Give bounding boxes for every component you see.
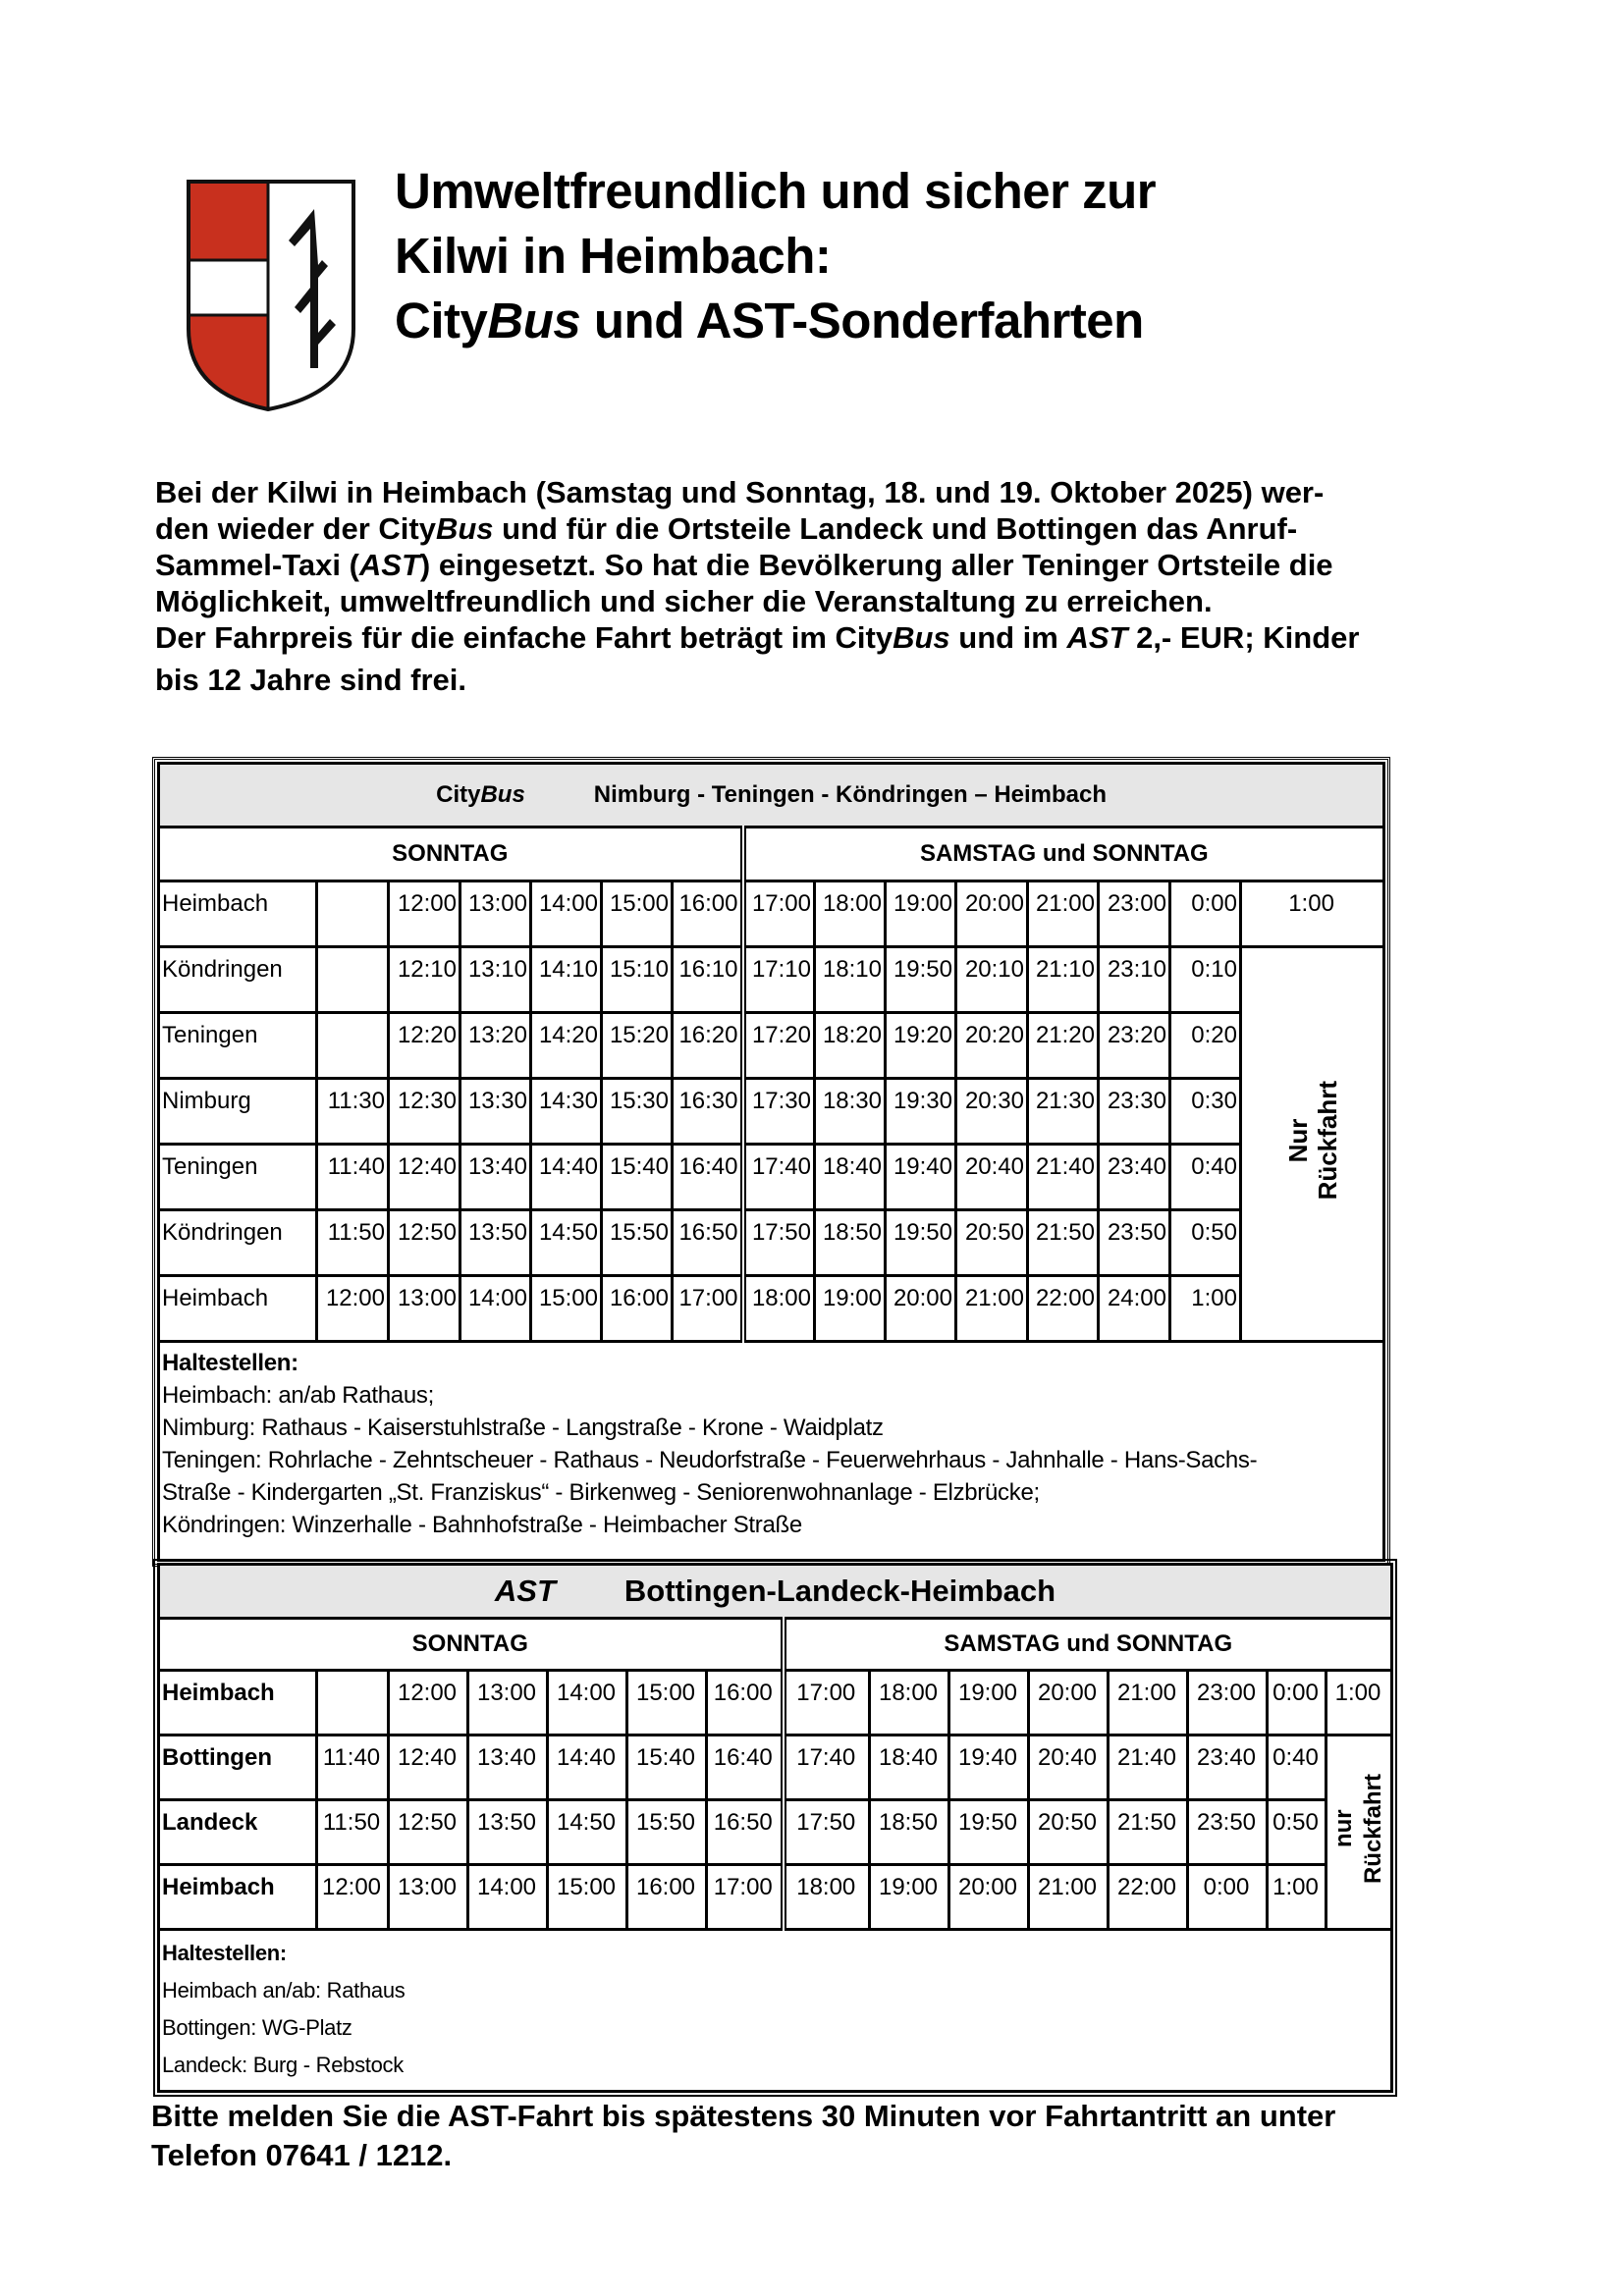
time-cell: 14:40 xyxy=(531,1145,602,1210)
ast-day-row xyxy=(159,1619,1392,1671)
stop-name-cell: Köndringen xyxy=(159,947,317,1013)
time-cell: 18:00 xyxy=(815,881,886,947)
time-cell: 1:00 xyxy=(1268,1865,1326,1930)
time-cell: 16:50 xyxy=(707,1800,784,1865)
time-cell: 15:10 xyxy=(602,947,673,1013)
table-row xyxy=(159,1145,1384,1210)
stop-name-cell: Nimburg xyxy=(159,1079,317,1145)
time-cell: 16:00 xyxy=(707,1671,784,1735)
time-cell: 12:20 xyxy=(389,1013,460,1079)
time-cell: 14:00 xyxy=(460,1276,531,1342)
time-cell: 23:40 xyxy=(1099,1145,1170,1210)
time-cell xyxy=(317,947,389,1013)
return-only-note: nur Rückfahrt xyxy=(1326,1735,1392,1930)
last-trip-time: 1:00 xyxy=(1326,1671,1392,1735)
time-cell: 21:00 xyxy=(956,1276,1028,1342)
time-cell: 19:00 xyxy=(886,881,956,947)
time-cell: 22:00 xyxy=(1028,1276,1099,1342)
time-cell: 0:00 xyxy=(1188,1865,1268,1930)
time-cell: 19:00 xyxy=(815,1276,886,1342)
stop-name-cell: Heimbach xyxy=(159,1865,317,1930)
time-cell: 17:50 xyxy=(784,1800,870,1865)
time-cell: 16:40 xyxy=(707,1735,784,1800)
time-cell: 15:20 xyxy=(602,1013,673,1079)
time-cell: 0:00 xyxy=(1268,1671,1326,1735)
last-trip-time: 1:00 xyxy=(1241,881,1384,947)
time-cell: 19:00 xyxy=(949,1671,1029,1735)
time-cell: 21:20 xyxy=(1028,1013,1099,1079)
time-cell: 0:10 xyxy=(1170,947,1241,1013)
time-cell: 17:00 xyxy=(743,881,815,947)
title-line-1: Umweltfreundlich und sicher zur xyxy=(395,163,1157,219)
time-cell: 23:50 xyxy=(1188,1800,1268,1865)
time-cell: 12:40 xyxy=(389,1145,460,1210)
time-cell: 14:30 xyxy=(531,1079,602,1145)
time-cell: 14:00 xyxy=(468,1865,548,1930)
time-cell: 12:40 xyxy=(389,1735,468,1800)
time-cell: 21:00 xyxy=(1029,1865,1109,1930)
return-only-note: Nur Rückfahrt xyxy=(1241,947,1384,1342)
time-cell: 16:10 xyxy=(673,947,743,1013)
time-cell: 19:50 xyxy=(886,947,956,1013)
time-cell: 16:00 xyxy=(673,881,743,947)
time-cell: 17:30 xyxy=(743,1079,815,1145)
title-line-2: Kilwi in Heimbach: xyxy=(395,228,832,284)
time-cell xyxy=(317,1013,389,1079)
time-cell: 20:00 xyxy=(949,1865,1029,1930)
time-cell: 13:00 xyxy=(460,881,531,947)
time-cell: 21:40 xyxy=(1028,1145,1099,1210)
time-cell: 19:20 xyxy=(886,1013,956,1079)
time-cell: 14:20 xyxy=(531,1013,602,1079)
ast-title: AST Bottingen-Landeck-Heimbach xyxy=(159,1565,1392,1619)
time-cell: 0:50 xyxy=(1268,1800,1326,1865)
time-cell xyxy=(317,881,389,947)
time-cell: 12:00 xyxy=(389,881,460,947)
intro-paragraph: Bei der Kilwi in Heimbach (Samstag und Sonntag, 18. und 19. Oktober 2025) wer- den wieder der CityBus und für die Ortsteile Landeck und Bottingen das Anruf- Sammel-Taxi (AST) eingesetzt. So hat die Bevölkerung aller Teninger Ortsteile die Möglichkeit, umweltfreundlich und sicher die Veranstaltung zu erreichen. Der Fahrpreis für die einfache Fahrt beträgt im CityBus und im AST 2,- EUR; Kinder bis 12 Jahre sind frei. xyxy=(155,475,1360,697)
time-cell: 18:20 xyxy=(815,1013,886,1079)
time-cell: 20:50 xyxy=(956,1210,1028,1276)
table-row xyxy=(159,1800,1392,1865)
time-cell: 12:50 xyxy=(389,1210,460,1276)
time-cell: 23:30 xyxy=(1099,1079,1170,1145)
time-cell: 19:40 xyxy=(886,1145,956,1210)
time-cell: 18:00 xyxy=(743,1276,815,1342)
table-row xyxy=(159,1276,1384,1342)
citybus-header-row xyxy=(159,764,1384,828)
time-cell: 19:30 xyxy=(886,1079,956,1145)
time-cell: 23:50 xyxy=(1099,1210,1170,1276)
time-cell: 12:00 xyxy=(317,1865,389,1930)
title-line-3: CityBus und AST-Sonderfahrten xyxy=(395,293,1144,348)
stop-name-cell: Heimbach xyxy=(159,1671,317,1735)
time-cell: 14:00 xyxy=(548,1671,627,1735)
time-cell: 13:50 xyxy=(460,1210,531,1276)
time-cell: 15:40 xyxy=(602,1145,673,1210)
time-cell: 0:40 xyxy=(1268,1735,1326,1800)
citybus-stops-list: Haltestellen: Heimbach: an/ab Rathaus; Nimburg: Rathaus - Kaiserstuhlstraße - Langstraße - Krone - Waidplatz Teningen: Rohrlache - Zehntscheuer - Rathaus - Neudorfstraße - Feuerwehrhaus - Jahnhalle - Hans-Sachs- Straße - Kindergarten „St. Franziskus“ - Birkenweg - Seniorenwohnanlage - Elzbrücke; Köndringen: Winzerhalle - Bahnhofstraße - Heimbacher Straße xyxy=(159,1342,1384,1561)
time-cell: 21:30 xyxy=(1028,1079,1099,1145)
table-row xyxy=(159,947,1384,1013)
ast-timetable xyxy=(157,1563,1393,2093)
time-cell: 21:10 xyxy=(1028,947,1099,1013)
time-cell: 15:50 xyxy=(627,1800,707,1865)
time-cell: 17:40 xyxy=(743,1145,815,1210)
time-cell: 13:40 xyxy=(460,1145,531,1210)
time-cell: 16:00 xyxy=(602,1276,673,1342)
time-cell: 0:30 xyxy=(1170,1079,1241,1145)
stop-name-cell: Teningen xyxy=(159,1013,317,1079)
time-cell: 21:00 xyxy=(1028,881,1099,947)
stop-name-cell: Teningen xyxy=(159,1145,317,1210)
time-cell: 13:20 xyxy=(460,1013,531,1079)
time-cell: 12:10 xyxy=(389,947,460,1013)
time-cell: 20:10 xyxy=(956,947,1028,1013)
time-cell: 19:00 xyxy=(870,1865,949,1930)
time-cell: 18:00 xyxy=(870,1671,949,1735)
time-cell: 13:50 xyxy=(468,1800,548,1865)
time-cell: 14:00 xyxy=(531,881,602,947)
time-cell: 16:20 xyxy=(673,1013,743,1079)
table-row xyxy=(159,1865,1392,1930)
stop-name-cell: Landeck xyxy=(159,1800,317,1865)
time-cell: 13:40 xyxy=(468,1735,548,1800)
time-cell: 18:50 xyxy=(870,1800,949,1865)
time-cell: 24:00 xyxy=(1099,1276,1170,1342)
time-cell: 21:00 xyxy=(1109,1671,1188,1735)
time-cell: 17:40 xyxy=(784,1735,870,1800)
stop-name-cell: Heimbach xyxy=(159,881,317,947)
time-cell: 13:00 xyxy=(468,1671,548,1735)
time-cell: 20:40 xyxy=(1029,1735,1109,1800)
phone-number: Telefon 07641 / 1212. xyxy=(151,2138,453,2172)
time-cell: 12:50 xyxy=(389,1800,468,1865)
citybus-title: CityBus Nimburg - Teningen - Köndringen – Heimbach xyxy=(159,764,1384,828)
table-row xyxy=(159,1079,1384,1145)
ast-header-row xyxy=(159,1565,1392,1619)
time-cell: 20:00 xyxy=(886,1276,956,1342)
time-cell: 17:50 xyxy=(743,1210,815,1276)
time-cell: 12:30 xyxy=(389,1079,460,1145)
time-cell: 13:00 xyxy=(389,1865,468,1930)
time-cell: 15:40 xyxy=(627,1735,707,1800)
ast-stops-list: Haltestellen: Heimbach an/ab: Rathaus Bottingen: WG-Platz Landeck: Burg - Rebstock xyxy=(159,1930,1392,2092)
time-cell: 1:00 xyxy=(1170,1276,1241,1342)
coat-of-arms-logo xyxy=(179,162,367,417)
time-cell: 15:50 xyxy=(602,1210,673,1276)
day-label-sonntag: SONNTAG xyxy=(159,1619,784,1671)
time-cell: 11:30 xyxy=(317,1079,389,1145)
time-cell: 16:50 xyxy=(673,1210,743,1276)
time-cell: 23:20 xyxy=(1099,1013,1170,1079)
time-cell: 11:40 xyxy=(317,1145,389,1210)
time-cell: 19:40 xyxy=(949,1735,1029,1800)
time-cell: 14:50 xyxy=(531,1210,602,1276)
time-cell: 13:30 xyxy=(460,1079,531,1145)
time-cell: 16:30 xyxy=(673,1079,743,1145)
time-cell: 21:40 xyxy=(1109,1735,1188,1800)
time-cell: 13:00 xyxy=(389,1276,460,1342)
time-cell: 0:00 xyxy=(1170,881,1241,947)
time-cell: 17:10 xyxy=(743,947,815,1013)
table-row xyxy=(159,1013,1384,1079)
time-cell: 14:10 xyxy=(531,947,602,1013)
time-cell: 17:00 xyxy=(784,1671,870,1735)
time-cell: 18:50 xyxy=(815,1210,886,1276)
booking-notice: Bitte melden Sie die AST-Fahrt bis spätestens 30 Minuten vor Fahrtantritt an unter Telefon 07641 / 1212. xyxy=(151,2097,1335,2175)
time-cell: 15:00 xyxy=(627,1671,707,1735)
time-cell: 13:10 xyxy=(460,947,531,1013)
time-cell: 17:00 xyxy=(707,1865,784,1930)
stop-name-cell: Heimbach xyxy=(159,1276,317,1342)
time-cell: 0:40 xyxy=(1170,1145,1241,1210)
time-cell: 15:30 xyxy=(602,1079,673,1145)
time-cell: 20:30 xyxy=(956,1079,1028,1145)
time-cell: 19:50 xyxy=(886,1210,956,1276)
time-cell: 16:00 xyxy=(627,1865,707,1930)
page-title xyxy=(395,159,1156,353)
time-cell: 20:00 xyxy=(1029,1671,1109,1735)
time-cell: 12:00 xyxy=(389,1671,468,1735)
time-cell: 17:00 xyxy=(673,1276,743,1342)
time-cell: 18:40 xyxy=(815,1145,886,1210)
time-cell: 0:20 xyxy=(1170,1013,1241,1079)
time-cell: 15:00 xyxy=(531,1276,602,1342)
table-row xyxy=(159,881,1384,947)
time-cell: 18:40 xyxy=(870,1735,949,1800)
time-cell: 23:00 xyxy=(1188,1671,1268,1735)
time-cell: 15:00 xyxy=(548,1865,627,1930)
time-cell: 14:40 xyxy=(548,1735,627,1800)
time-cell: 23:00 xyxy=(1099,881,1170,947)
time-cell xyxy=(317,1671,389,1735)
table-row xyxy=(159,1735,1392,1800)
day-label-samstag-sonntag: SAMSTAG und SONNTAG xyxy=(743,828,1384,881)
time-cell: 11:50 xyxy=(317,1210,389,1276)
stop-name-cell: Bottingen xyxy=(159,1735,317,1800)
time-cell: 18:30 xyxy=(815,1079,886,1145)
time-cell: 11:40 xyxy=(317,1735,389,1800)
time-cell: 15:00 xyxy=(602,881,673,947)
citybus-day-row xyxy=(159,828,1384,881)
citybus-timetable xyxy=(157,762,1385,1562)
time-cell: 16:40 xyxy=(673,1145,743,1210)
day-label-samstag-sonntag: SAMSTAG und SONNTAG xyxy=(784,1619,1392,1671)
time-cell: 20:40 xyxy=(956,1145,1028,1210)
time-cell: 22:00 xyxy=(1109,1865,1188,1930)
time-cell: 18:10 xyxy=(815,947,886,1013)
time-cell: 21:50 xyxy=(1028,1210,1099,1276)
time-cell: 20:50 xyxy=(1029,1800,1109,1865)
table-row xyxy=(159,1671,1392,1735)
time-cell: 21:50 xyxy=(1109,1800,1188,1865)
time-cell: 20:20 xyxy=(956,1013,1028,1079)
time-cell: 20:00 xyxy=(956,881,1028,947)
time-cell: 12:00 xyxy=(317,1276,389,1342)
table-row xyxy=(159,1210,1384,1276)
coat-of-arms-icon xyxy=(179,162,367,417)
citybus-stops-row xyxy=(159,1342,1384,1561)
day-label-sonntag: SONNTAG xyxy=(159,828,743,881)
stop-name-cell: Köndringen xyxy=(159,1210,317,1276)
time-cell: 18:00 xyxy=(784,1865,870,1930)
time-cell: 14:50 xyxy=(548,1800,627,1865)
time-cell: 23:10 xyxy=(1099,947,1170,1013)
time-cell: 11:50 xyxy=(317,1800,389,1865)
time-cell: 17:20 xyxy=(743,1013,815,1079)
time-cell: 23:40 xyxy=(1188,1735,1268,1800)
ast-stops-row xyxy=(159,1930,1392,2092)
time-cell: 0:50 xyxy=(1170,1210,1241,1276)
time-cell: 19:50 xyxy=(949,1800,1029,1865)
